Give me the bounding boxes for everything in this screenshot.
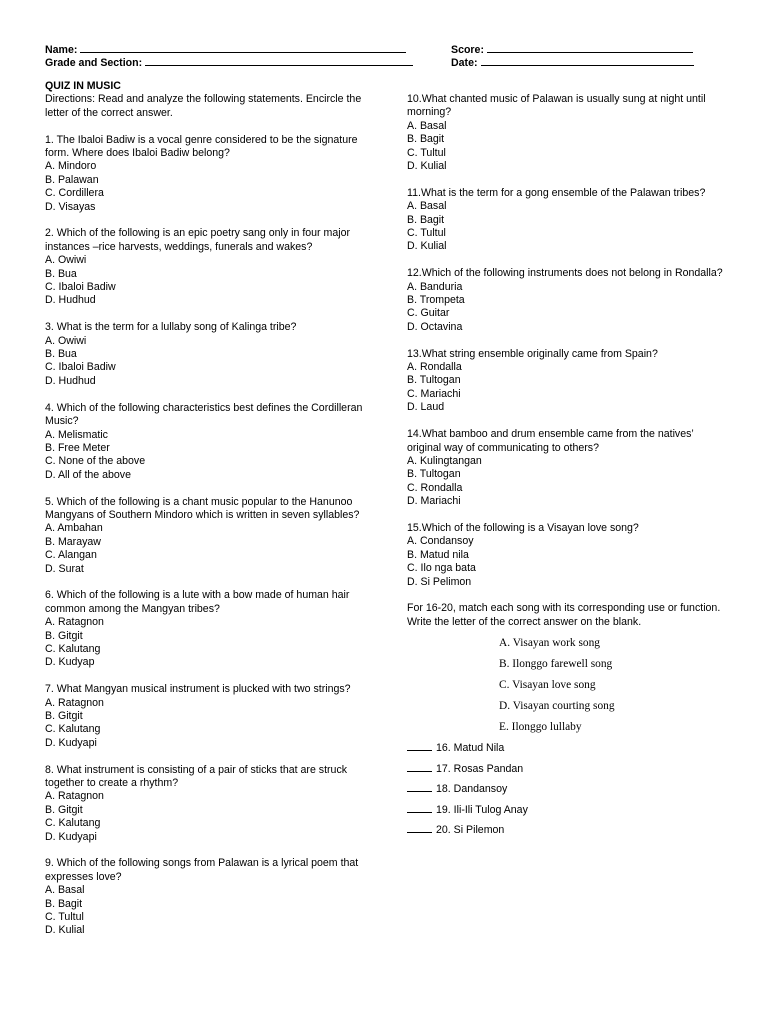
- grade-section-field: [45, 54, 413, 70]
- question-text: 6. Which of the following is a lute with a bow made of human hair common among the Mangyan tribes?: [45, 589, 350, 615]
- quiz-title: QUIZ IN MUSIC: [45, 80, 121, 92]
- question-block: [45, 683, 370, 750]
- question-text: 13.What string ensemble originally came from Spain?: [407, 347, 658, 360]
- question-text: 1. The Ibaloi Badiw is a vocal genre considered to be the signature form. Where does Ibaloi Badiw belong?: [45, 133, 358, 160]
- answer-option[interactable]: B. Free Meter: [45, 441, 110, 454]
- answer-option[interactable]: C. Kalutang: [45, 817, 101, 830]
- answer-option[interactable]: A. Rondalla: [407, 361, 462, 374]
- answer-option[interactable]: B. Tultogan: [407, 374, 461, 387]
- answer-blank[interactable]: [407, 781, 432, 792]
- answer-option[interactable]: C. Mariachi: [407, 387, 461, 400]
- matching-choice: A. Visayan work song: [499, 637, 600, 650]
- answer-option[interactable]: D. Visayas: [45, 200, 96, 213]
- question-text: 5. Which of the following is a chant music popular to the Hanunoo Mangyans of Southern Mindoro which is written in seven syllables?: [45, 495, 360, 521]
- matching-item: [407, 781, 727, 802]
- question-text: 14.What bamboo and drum ensemble came from the natives’ original way of communicating to others?: [407, 428, 694, 454]
- answer-option[interactable]: D. All of the above: [45, 468, 131, 481]
- matching-item-label: 17. Rosas Pandan: [436, 762, 524, 775]
- question-block: [45, 134, 370, 214]
- answer-option[interactable]: D. Si Pelimon: [407, 575, 472, 588]
- question-text: 4. Which of the following characteristics best defines the Cordilleran Music?: [45, 401, 363, 428]
- question-block: [407, 428, 727, 508]
- matching-choice: D. Visayan courting song: [499, 700, 615, 713]
- question-block: [45, 227, 370, 307]
- name-label: Name:: [45, 44, 78, 56]
- answer-option[interactable]: B. Marayaw: [45, 535, 101, 548]
- matching-item-label: 20. Si Pilemon: [436, 824, 505, 837]
- answer-option[interactable]: D. Kudyapi: [45, 830, 97, 843]
- answer-option[interactable]: C. Tultul: [45, 911, 84, 924]
- answer-option[interactable]: C. Tultul: [407, 227, 446, 240]
- name-blank-line[interactable]: [80, 41, 406, 53]
- left-question-list: [45, 134, 370, 938]
- answer-option[interactable]: C. Tultul: [407, 146, 446, 159]
- grade-section-blank-line[interactable]: [145, 54, 413, 66]
- answer-option[interactable]: A. Basal: [407, 200, 447, 213]
- answer-option[interactable]: B. Bagit: [407, 213, 445, 226]
- answer-option[interactable]: B. Bua: [45, 267, 77, 280]
- directions: Directions: Read and analyze the following statements. Encircle the letter of the correct answer.: [45, 93, 362, 119]
- answer-option[interactable]: D. Hudhud: [45, 294, 96, 307]
- answer-option[interactable]: B. Gitgit: [45, 709, 83, 722]
- question-block: [45, 857, 370, 937]
- answer-option[interactable]: A. Owiwi: [45, 254, 87, 267]
- question-block: [45, 321, 370, 388]
- left-column: [45, 80, 370, 951]
- question-block: [45, 402, 370, 482]
- question-text: 12.Which of the following instruments does not belong in Rondalla?: [407, 267, 723, 280]
- matching-choice: E. Ilonggo lullaby: [499, 721, 582, 734]
- question-text: 10.What chanted music of Palawan is usually sung at night until morning?: [407, 93, 706, 119]
- question-block: [45, 589, 370, 669]
- answer-option[interactable]: D. Surat: [45, 562, 84, 575]
- answer-option[interactable]: A. Banduria: [407, 280, 463, 293]
- answer-option[interactable]: D. Hudhud: [45, 374, 96, 387]
- question-block: [407, 93, 727, 173]
- answer-option[interactable]: A. Condansoy: [407, 535, 474, 548]
- answer-option[interactable]: A. Ratagnon: [45, 790, 104, 803]
- score-blank-line[interactable]: [487, 41, 693, 53]
- answer-option[interactable]: D. Laud: [407, 401, 445, 414]
- answer-option[interactable]: A. Basal: [407, 119, 447, 132]
- answer-option[interactable]: A. Kulingtangan: [407, 454, 482, 467]
- answer-option[interactable]: A. Melismatic: [45, 428, 108, 441]
- right-question-list: [407, 93, 727, 589]
- grade-section-label: Grade and Section:: [45, 57, 143, 69]
- answer-option[interactable]: D. Octavina: [407, 320, 463, 333]
- answer-blank[interactable]: [407, 822, 432, 833]
- answer-option[interactable]: A. Ambahan: [45, 522, 103, 535]
- answer-option[interactable]: C. Cordillera: [45, 187, 104, 200]
- answer-option[interactable]: B. Gitgit: [45, 629, 83, 642]
- answer-option[interactable]: C. Ilo nga bata: [407, 562, 476, 575]
- matching-section: [407, 602, 727, 842]
- answer-option[interactable]: C. Ibaloi Badiw: [45, 361, 116, 374]
- answer-option[interactable]: D. Kulial: [45, 924, 85, 937]
- matching-choice: B. Ilonggo farewell song: [499, 658, 613, 671]
- matching-choices: [499, 635, 727, 740]
- answer-option[interactable]: C. Guitar: [407, 307, 450, 320]
- right-column: [407, 93, 727, 843]
- answer-option[interactable]: D. Kulial: [407, 160, 447, 173]
- answer-option[interactable]: A. Ratagnon: [45, 696, 104, 709]
- question-block: [407, 187, 727, 254]
- answer-option[interactable]: C. None of the above: [45, 455, 146, 468]
- score-label: Score:: [451, 44, 484, 56]
- question-block: [45, 764, 370, 844]
- matching-item: [407, 761, 727, 782]
- question-block: [45, 496, 370, 576]
- question-block: [407, 267, 727, 334]
- matching-item: [407, 740, 727, 761]
- answer-option[interactable]: A. Basal: [45, 884, 85, 897]
- question-text: 7. What Mangyan musical instrument is plucked with two strings?: [45, 683, 351, 696]
- question-text: 9. Which of the following songs from Palawan is a lyrical poem that expresses love?: [45, 857, 359, 883]
- matching-choice: C. Visayan love song: [499, 679, 596, 692]
- question-text: 8. What instrument is consisting of a pair of sticks that are struck together to create a rhythm?: [45, 763, 348, 789]
- answer-blank[interactable]: [407, 802, 432, 813]
- answer-option[interactable]: B. Trompeta: [407, 294, 465, 307]
- answer-option[interactable]: B. Bua: [45, 348, 77, 361]
- date-blank-line[interactable]: [481, 54, 694, 66]
- answer-option[interactable]: B. Bagit: [407, 133, 445, 146]
- date-label: Date:: [451, 57, 478, 69]
- matching-intro: For 16-20, match each song with its corresponding use or function. Write the letter of the correct answer on the blank.: [407, 602, 721, 628]
- answer-option[interactable]: C. Ibaloi Badiw: [45, 281, 116, 294]
- answer-option[interactable]: C. Alangan: [45, 549, 97, 562]
- matching-item-label: 19. Ili-Ili Tulog Anay: [436, 803, 528, 816]
- question-text: 11.What is the term for a gong ensemble of the Palawan tribes?: [407, 186, 706, 199]
- question-text: 15.Which of the following is a Visayan love song?: [407, 521, 639, 534]
- answer-blank[interactable]: [407, 740, 432, 751]
- matching-item-label: 16. Matud Nila: [436, 742, 505, 755]
- matching-item: [407, 822, 727, 843]
- answer-option[interactable]: D. Kulial: [407, 240, 447, 253]
- answer-option[interactable]: B. Tultogan: [407, 468, 461, 481]
- date-field: [451, 54, 694, 70]
- answer-option[interactable]: B. Matud nila: [407, 548, 469, 561]
- question-block: [407, 348, 727, 415]
- answer-option[interactable]: A. Ratagnon: [45, 616, 104, 629]
- answer-option[interactable]: C. Kalutang: [45, 723, 101, 736]
- answer-option[interactable]: D. Kudyap: [45, 656, 95, 669]
- matching-items: [407, 740, 727, 843]
- answer-option[interactable]: B. Gitgit: [45, 803, 83, 816]
- answer-option[interactable]: D. Kudyapi: [45, 736, 97, 749]
- answer-option[interactable]: B. Palawan: [45, 173, 99, 186]
- answer-option[interactable]: A. Owiwi: [45, 334, 87, 347]
- question-text: 3. What is the term for a lullaby song of Kalinga tribe?: [45, 321, 297, 334]
- answer-blank[interactable]: [407, 761, 432, 772]
- answer-option[interactable]: D. Mariachi: [407, 495, 461, 508]
- answer-option[interactable]: A. Mindoro: [45, 160, 97, 173]
- answer-option[interactable]: C. Kalutang: [45, 642, 101, 655]
- answer-option[interactable]: B. Bagit: [45, 897, 83, 910]
- question-block: [407, 522, 727, 589]
- matching-item-label: 18. Dandansoy: [436, 783, 508, 796]
- answer-option[interactable]: C. Rondalla: [407, 481, 463, 494]
- question-text: 2. Which of the following is an epic poetry sang only in four major instances –rice harvests, weddings, funerals and wakes?: [45, 227, 351, 253]
- matching-item: [407, 802, 727, 823]
